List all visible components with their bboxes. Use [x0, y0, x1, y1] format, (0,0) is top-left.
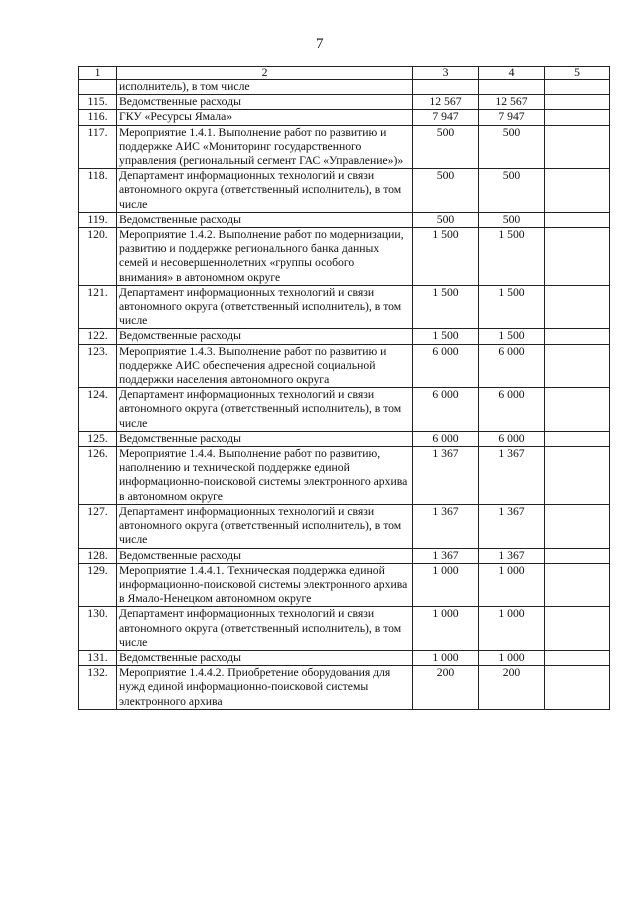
table-row: [79, 548, 610, 563]
row-value-col5: [545, 169, 610, 213]
row-description: Ведомственные расходы: [117, 329, 413, 344]
row-value-col5: [545, 548, 610, 563]
row-description: Мероприятие 1.4.4. Выполнение работ по развитию, наполнению и технической поддержке единой информационно-поисковой системы электронного архива в автономном округе: [117, 447, 413, 505]
table-row: [79, 650, 610, 665]
row-value-col3: 6 000: [413, 388, 479, 432]
continuation-cell-4: [479, 80, 545, 95]
row-number: 123.: [79, 344, 117, 388]
row-number: 117.: [79, 125, 117, 169]
row-value-col4: 7 947: [479, 110, 545, 125]
row-value-col3: 500: [413, 212, 479, 227]
row-number: 130.: [79, 607, 117, 651]
row-value-col4: 1 000: [479, 650, 545, 665]
row-value-col5: [545, 607, 610, 651]
budget-table: [78, 66, 610, 710]
row-value-col4: 500: [479, 125, 545, 169]
row-value-col4: 1 000: [479, 607, 545, 651]
row-description: Мероприятие 1.4.4.1. Техническая поддержка единой информационно-поисковой системы электронного архива в Ямало-Ненецком автономном округе: [117, 563, 413, 607]
continuation-num-cell: [79, 80, 117, 95]
row-value-col4: 1 500: [479, 228, 545, 286]
row-value-col5: [545, 95, 610, 110]
row-value-col5: [545, 447, 610, 505]
row-value-col4: 12 567: [479, 95, 545, 110]
row-value-col4: 6 000: [479, 388, 545, 432]
row-description: Мероприятие 1.4.1. Выполнение работ по развитию и поддержке АИС «Мониторинг государственного управления (региональный сегмент ГАС «Управление»)»: [117, 125, 413, 169]
row-value-col3: 1 367: [413, 548, 479, 563]
continuation-cell-3: [413, 80, 479, 95]
row-value-col5: [545, 125, 610, 169]
row-value-col3: 1 000: [413, 563, 479, 607]
row-value-col5: [545, 329, 610, 344]
row-description: Ведомственные расходы: [117, 548, 413, 563]
table-row: [79, 212, 610, 227]
row-number: 120.: [79, 228, 117, 286]
row-number: 125.: [79, 431, 117, 446]
row-value-col4: 1 000: [479, 563, 545, 607]
row-value-col5: [545, 285, 610, 329]
row-value-col4: 1 500: [479, 285, 545, 329]
table-row: [79, 431, 610, 446]
row-value-col5: [545, 666, 610, 710]
continuation-row: [79, 80, 610, 95]
row-value-col5: [545, 431, 610, 446]
row-value-col4: 6 000: [479, 431, 545, 446]
row-value-col3: 12 567: [413, 95, 479, 110]
row-value-col3: 500: [413, 169, 479, 213]
row-number: 131.: [79, 650, 117, 665]
row-value-col4: 1 367: [479, 504, 545, 548]
row-value-col4: 6 000: [479, 344, 545, 388]
table-row: [79, 110, 610, 125]
table-row: [79, 504, 610, 548]
row-value-col4: 200: [479, 666, 545, 710]
row-value-col3: 200: [413, 666, 479, 710]
table-row: [79, 344, 610, 388]
row-description: Департамент информационных технологий и связи автономного округа (ответственный исполнитель), в том числе: [117, 388, 413, 432]
row-value-col5: [545, 110, 610, 125]
row-value-col5: [545, 563, 610, 607]
row-value-col4: 1 367: [479, 447, 545, 505]
row-description: Мероприятие 1.4.3. Выполнение работ по развитию и поддержке АИС обеспечения адресной социальной поддержки населения автономного округа: [117, 344, 413, 388]
row-number: 127.: [79, 504, 117, 548]
row-number: 115.: [79, 95, 117, 110]
row-value-col5: [545, 228, 610, 286]
column-header-5: 5: [545, 67, 610, 80]
column-header-3: 3: [413, 67, 479, 80]
row-description: Мероприятие 1.4.2. Выполнение работ по модернизации, развитию и поддержке регионального банка данных семей и несовершеннолетних «группы особого внимания» в автономном округе: [117, 228, 413, 286]
header-row: [79, 67, 610, 80]
row-description: Ведомственные расходы: [117, 431, 413, 446]
row-value-col4: 1 500: [479, 329, 545, 344]
table-row: [79, 329, 610, 344]
row-value-col3: 6 000: [413, 431, 479, 446]
row-description: Ведомственные расходы: [117, 212, 413, 227]
continuation-text: исполнитель), в том числе: [117, 80, 413, 95]
table-row: [79, 125, 610, 169]
row-description: ГКУ «Ресурсы Ямала»: [117, 110, 413, 125]
row-value-col3: 1 500: [413, 228, 479, 286]
table-row: [79, 95, 610, 110]
row-value-col3: 500: [413, 125, 479, 169]
row-value-col4: 1 367: [479, 548, 545, 563]
row-value-col3: 6 000: [413, 344, 479, 388]
row-value-col5: [545, 344, 610, 388]
row-description: Мероприятие 1.4.4.2. Приобретение оборудования для нужд единой информационно-поисковой системы электронного архива: [117, 666, 413, 710]
column-header-1: 1: [79, 67, 117, 80]
row-number: 124.: [79, 388, 117, 432]
row-value-col3: 1 000: [413, 607, 479, 651]
row-description: Департамент информационных технологий и связи автономного округа (ответственный исполнитель), в том числе: [117, 285, 413, 329]
row-value-col3: 1 000: [413, 650, 479, 665]
table-row: [79, 666, 610, 710]
row-number: 119.: [79, 212, 117, 227]
table-row: [79, 285, 610, 329]
table-row: [79, 169, 610, 213]
row-description: Ведомственные расходы: [117, 95, 413, 110]
row-description: Департамент информационных технологий и связи автономного округа (ответственный исполнитель), в том числе: [117, 169, 413, 213]
row-number: 126.: [79, 447, 117, 505]
page-number: 7: [316, 36, 324, 52]
row-value-col5: [545, 388, 610, 432]
row-value-col3: 1 500: [413, 329, 479, 344]
row-number: 118.: [79, 169, 117, 213]
table-row: [79, 563, 610, 607]
table-row: [79, 447, 610, 505]
row-description: Департамент информационных технологий и связи автономного округа (ответственный исполнитель), в том числе: [117, 607, 413, 651]
row-value-col4: 500: [479, 212, 545, 227]
continuation-cell-5: [545, 80, 610, 95]
row-value-col5: [545, 212, 610, 227]
row-description: Департамент информационных технологий и связи автономного округа (ответственный исполнитель), в том числе: [117, 504, 413, 548]
row-value-col5: [545, 504, 610, 548]
row-number: 116.: [79, 110, 117, 125]
row-number: 129.: [79, 563, 117, 607]
row-value-col5: [545, 650, 610, 665]
row-value-col3: 1 500: [413, 285, 479, 329]
row-number: 121.: [79, 285, 117, 329]
table-row: [79, 388, 610, 432]
row-number: 132.: [79, 666, 117, 710]
row-description: Ведомственные расходы: [117, 650, 413, 665]
row-value-col4: 500: [479, 169, 545, 213]
column-header-4: 4: [479, 67, 545, 80]
row-value-col3: 1 367: [413, 504, 479, 548]
table-row: [79, 228, 610, 286]
table-row: [79, 607, 610, 651]
row-number: 128.: [79, 548, 117, 563]
row-number: 122.: [79, 329, 117, 344]
column-header-2: 2: [117, 67, 413, 80]
row-value-col3: 1 367: [413, 447, 479, 505]
row-value-col3: 7 947: [413, 110, 479, 125]
